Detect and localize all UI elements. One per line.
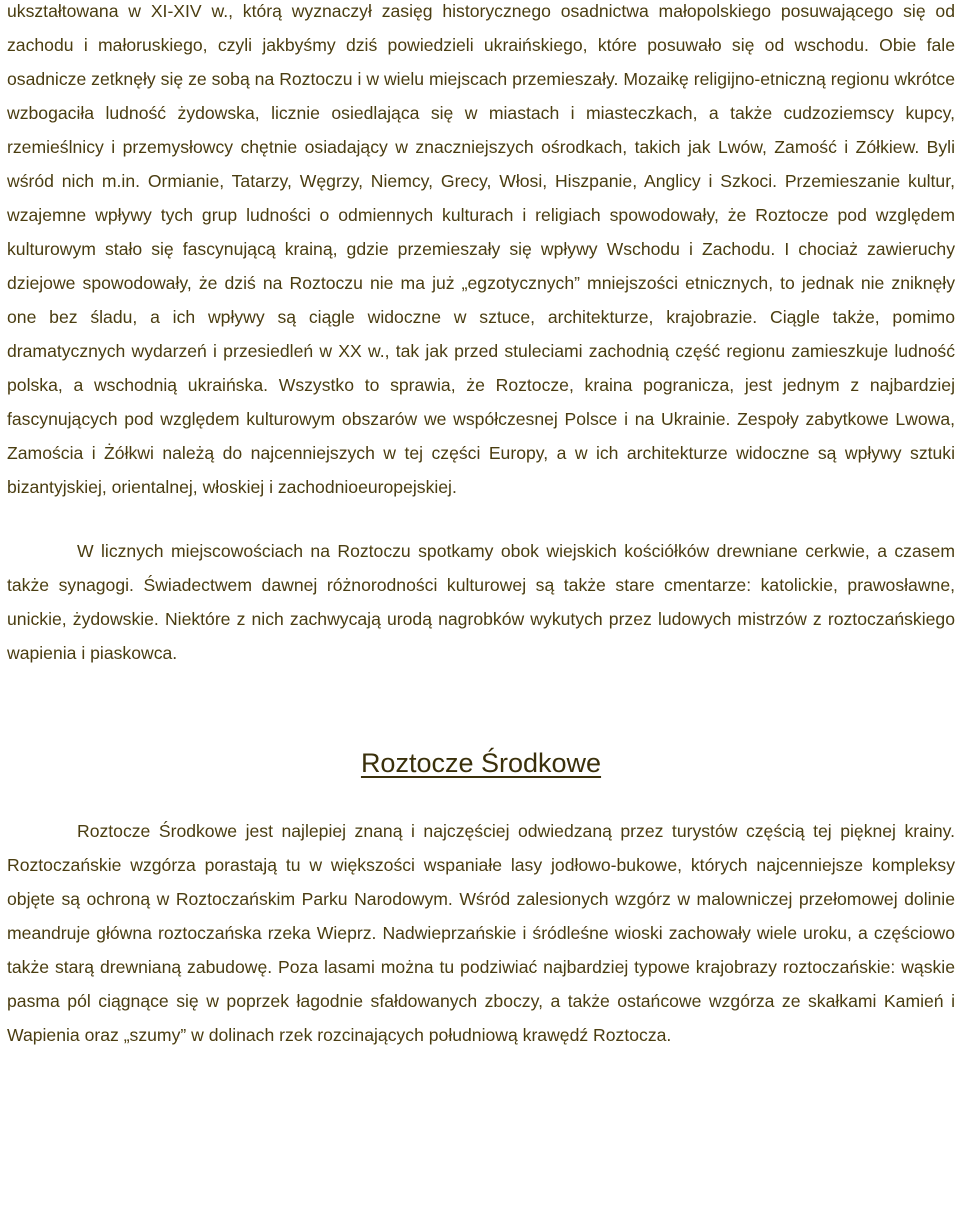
paragraph-central-roztocze: Roztocze Środkowe jest najlepiej znaną i najczęściej odwiedzaną przez turystów częścią tej pięknej krainy. Roztoczańskie wzgórza porastają tu w większości wspaniałe lasy jodłowo-bukowe, których najcenniejsze kompleksy objęte są ochroną w Roztoczańskim Parku Narodowym. Wśród zalesionych wzgórz w malowniczej przełomowej dolinie meandruje główna roztoczańska rzeka Wieprz. Nadwieprzańskie i śródleśne wioski zachowały wiele uroku, a częściowo także starą drewnianą zabudowę. Poza lasami można tu podziwiać najbardziej typowe krajobrazy roztoczańskie: wąskie pasma pól ciągnące się w poprzek łagodnie sfałdowanych zboczy, a także ostańcowe wzgórza ze skałkami Kamień i Wapienia oraz „szumy” w dolinach rzek rozcinających południową krawędź Roztocza. [7, 821, 955, 1045]
paragraph-churches: W licznych miejscowościach na Roztoczu spotkamy obok wiejskich kościółków drewniane cerkwie, a czasem także synagogi. Świadectwem dawnej różnorodności kulturowej są także stare cmentarze: katolickie, prawosławne, unickie, żydowskie. Niektóre z nich zachwycają urodą nagrobków wykutych przez ludowych mistrzów z roztoczańskiego wapienia i piaskowca. [7, 541, 955, 663]
section-title: Roztocze Środkowe [360, 748, 602, 778]
paragraph-history: ukształtowana w XI-XIV w., którą wyznaczył zasięg historycznego osadnictwa małopolskiego posuwającego się od zachodu i małoruskiego, czyli jakbyśmy dziś powiedzieli ukraińskiego, które posuwało się od wschodu. Obie fale osadnicze zetknęły się ze sobą na Roztoczu i w wielu miejscach przemieszały. Mozaikę religijno-etniczną regionu wkrótce wzbogaciła ludność żydowska, licznie osiedlająca się w miastach i miasteczkach, a także cudzoziemscy kupcy, rzemieślnicy i przemysłowcy chętnie osiadający w znaczniejszych ośrodkach, takich jak Lwów, Zamość i Zółkiew. Byli wśród nich m.in. Ormianie, Tatarzy, Węgrzy, Niemcy, Grecy, Włosi, Hiszpanie, Anglicy i Szkoci. Przemieszanie kultur, wzajemne wpływy tych grup ludności o odmiennych kulturach i religiach spowodowały, że Roztocze pod względem kulturowym stało się fascynującą krainą, gdzie przemieszały się wpływy Wschodu i Zachodu. I chociaż zawieruchy dziejowe spowodowały, że dziś na Roztoczu nie ma już „egzotycznych” mniejszości etnicznych, to jednak nie zniknęły one bez śladu, a ich wpływy są ciągle widoczne w sztuce, architekturze, krajobrazie. Ciągle także, pomimo dramatycznych wydarzeń i przesiedleń w XX w., tak jak przed stuleciami zachodnią część regionu zamieszkuje ludność polska, a wschodnią ukraińska. Wszystko to sprawia, że Roztocze, kraina pogranicza, jest jednym z najbardziej fascynujących pod względem kulturowym obszarów we współczesnej Polsce i na Ukrainie. Zespoły zabytkowe Lwowa, Zamościa i Żółkwi należą do najcenniejszych w tej części Europy, a w ich architekturze widoczne są wpływy sztuki bizantyjskiej, orientalnej, włoskiej i zachodnioeuropejskiej. [7, 1, 955, 497]
